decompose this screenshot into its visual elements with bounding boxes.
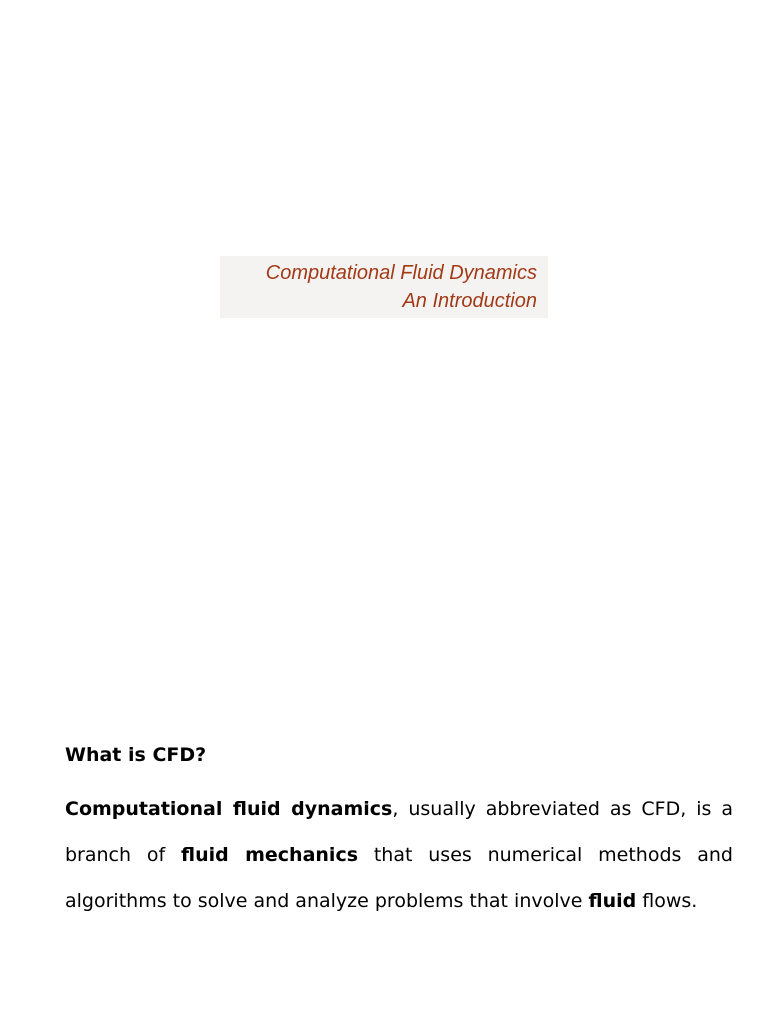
paragraph-text-3: flows. [636,890,698,912]
paragraph-text-2: that uses numerical methods and algorithms to solve and analyze problems that involve [65,844,733,912]
bold-term-computational-fluid-dynamics: Computational fluid dynamics [65,798,393,820]
paragraph-text-1: , usually abbreviated as CFD, is a branch of [65,798,733,866]
section-heading: What is CFD? [65,744,207,766]
title-line-1: Computational Fluid Dynamics [265,262,537,284]
title-image [220,256,548,318]
title-line-2: An Introduction [402,290,537,312]
bold-term-fluid-mechanics: fluid mechanics [181,844,359,866]
bold-term-fluid: fluid [588,890,637,912]
definition-paragraph [65,786,733,924]
